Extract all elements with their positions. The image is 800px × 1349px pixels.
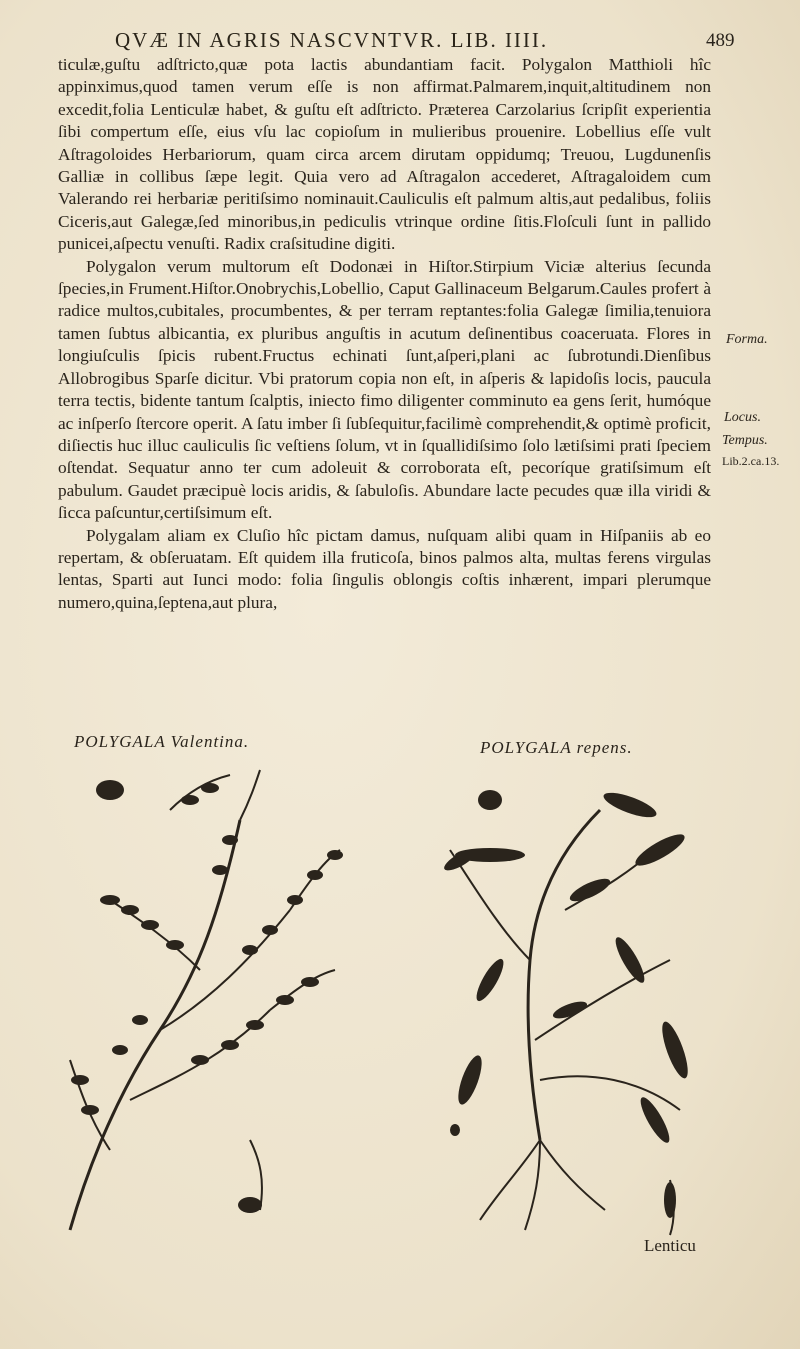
catchword: Lenticu [644, 1236, 696, 1255]
paragraph-3: Polygalam aliam ex Cluſio hîc pictam damus, nuſquam alibi quam in Hiſpaniis ab eo repertam, & obſeruatam. Eſt quidem illa fruticoſa, binos palmos alta, multas ferens virgulas lentas, Sparti aut Iunci modo: folia ſingulis oblongis coſtis inhærent, impari plerumque numero,quina,ſeptena,aut plura, [58, 525, 711, 612]
margin-note-forma: Forma. [726, 332, 768, 347]
margin-note-tempus: Tempus. [722, 433, 768, 448]
paragraph-1: ticulæ,guſtu adſtricto,quæ pota lactis abundantiam facit. Polygalon Matthioli hîc appinximus,quod tamen verum eſſe is non affirmat.Palmarem,inquit,altitudinem non excedit,folia Lenticulæ habet, & guſtu eſt adſtricto. Præterea Carzolarius ſcripſit experientia ſibi compertum eſſe, eius vſu lac copioſum in mulieribus prouenire. Lobellius eſſe vult Aſtragoloides Herbariorum, quam circa arcem dirutam oppidumq; Treuou, Lugdunenſis Galliæ in collibus ſæpe legit. Quia vero ad Aſtragalon accederet, Aſtragaloidem cum Valerando rei herbariæ peritiſsimo nominauit.Cauliculis eſt palmum altis,aut pedalibus, foliis Ciceris,aut Galegæ,ſed minoribus,in pediculis vtrinque ordine ſitis.Floſculi ſunt in pallido punicei,aſpectu venuſti. Radix craſsitudine digiti. [58, 55, 711, 254]
body-text [58, 54, 711, 614]
margin-note-locus: Locus. [724, 410, 761, 425]
paragraph-2: Polygalon verum multorum eſt Dodonæi in Hiſtor.Stirpium Viciæ alterius ſecunda ſpecies,in Frument.Hiſtor.Onobrychis,Lobellio, Caput Gallinaceum Belgarum.Caules profert à radice multos,cubitales, procumbentes, & per terram reptantes:folia Galegæ ſimilia,tenuiora tamen ſubtus albicantia, ex pluribus anguſtis in acutum deſinentibus coaceruata. Flores in longiuſculis ſpicis rubent.Fructus echinati ſunt,aſperi,plani ac ſubrotundi.Dienſibus Allobrogibus Sparſe dicitur. Vbi pratorum copia non eſt, in aſperis & lapidoſis locis, paucula terra tectis, bidente tantum ſcalptis, iniecto fimo diligenter comminuto ea gens ſerit, humóque ac inſperſo ſtercore operit. A ſatu imber ſi ſubſequitur,facilimè comprehendit,& optimè proficit, diſiectis huc illuc cauliculis ſic veſtiens ſolum, vt in ſquallidiſsimo ſolo lætiſsimi prati ſpeciem oſtendat. Sequatur anno ter cum adoleuit & corroborata eſt, pecoríque gratiſsimum eſt pabulum. Gaudet præcipuè locis aridis, & ſabuloſis. Abundare lacte pecudes quæ illa viridi & ſicca paſcuntur,certiſsimum eſt. [58, 256, 711, 523]
running-title: QVÆ IN AGRIS NASCVNTVR. LIB. IIII. [115, 28, 549, 52]
page-number: 489 [706, 30, 735, 51]
caption-left: POLYGALA Valentina. [74, 732, 250, 751]
woodcut-polygala-repens [430, 780, 710, 1240]
margin-note-reference: Lib.2.ca.13. [722, 454, 780, 468]
woodcut-polygala-valentina [50, 760, 370, 1240]
caption-right: POLYGALA repens. [480, 738, 633, 757]
